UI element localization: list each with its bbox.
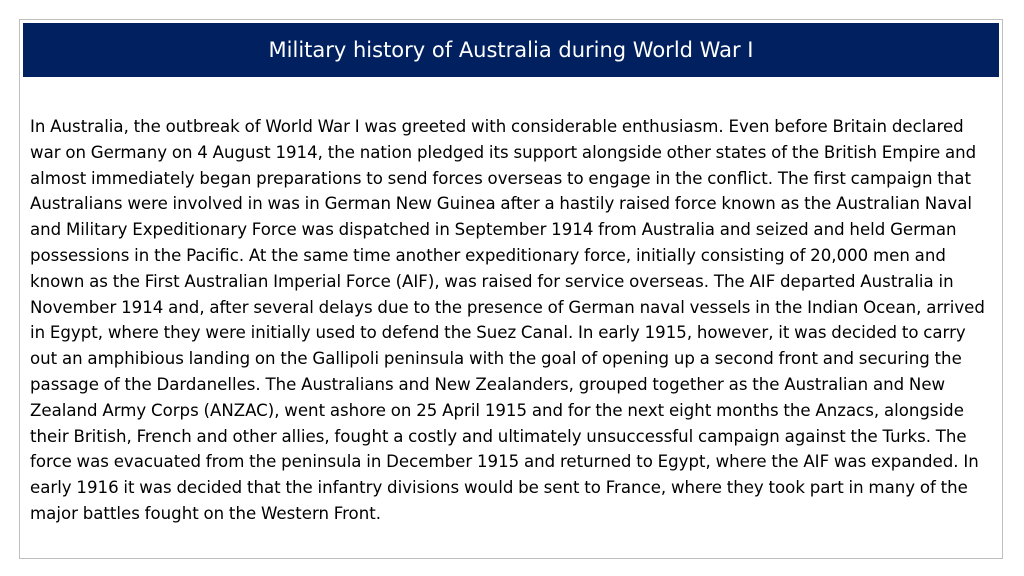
- slide-title: Military history of Australia during World War I: [268, 38, 754, 62]
- slide-title-bar: [23, 23, 999, 77]
- slide-body-text: In Australia, the outbreak of World War I was greeted with considerable enthusiasm. Even before Britain declared war on Germany on 4 August 1914, the nation pledged its support alongside other states of the British Empire and almost immediately began preparations to send forces overseas to engage in the conflict. The first campaign that Australians were involved in was in German New Guinea after a hastily raised force known as the Australian Naval and Military Expeditionary Force was dispatched in September 1914 from Australia and seized and held German possessions in the Pacific. At the same time another expeditionary force, initially consisting of 20,000 men and known as the First Australian Imperial Force (AIF), was raised for service overseas. The AIF departed Australia in November 1914 and, after several delays due to the presence of German naval vessels in the Indian Ocean, arrived in Egypt, where they were initially used to defend the Suez Canal. In early 1915, however, it was decided to carry out an amphibious landing on the Gallipoli peninsula with the goal of opening up a second front and securing the passage of the Dardanelles. The Australians and New Zealanders, grouped together as the Australian and New Zealand Army Corps (ANZAC), went ashore on 25 April 1915 and for the next eight months the Anzacs, alongside their British, French and other allies, fought a costly and ultimately unsuccessful campaign against the Turks. The force was evacuated from the peninsula in December 1915 and returned to Egypt, where the AIF was expanded. In early 1916 it was decided that the infantry divisions would be sent to France, where they took part in many of the major battles fought on the Western Front.: [30, 117, 985, 523]
- slide: [19, 19, 1003, 559]
